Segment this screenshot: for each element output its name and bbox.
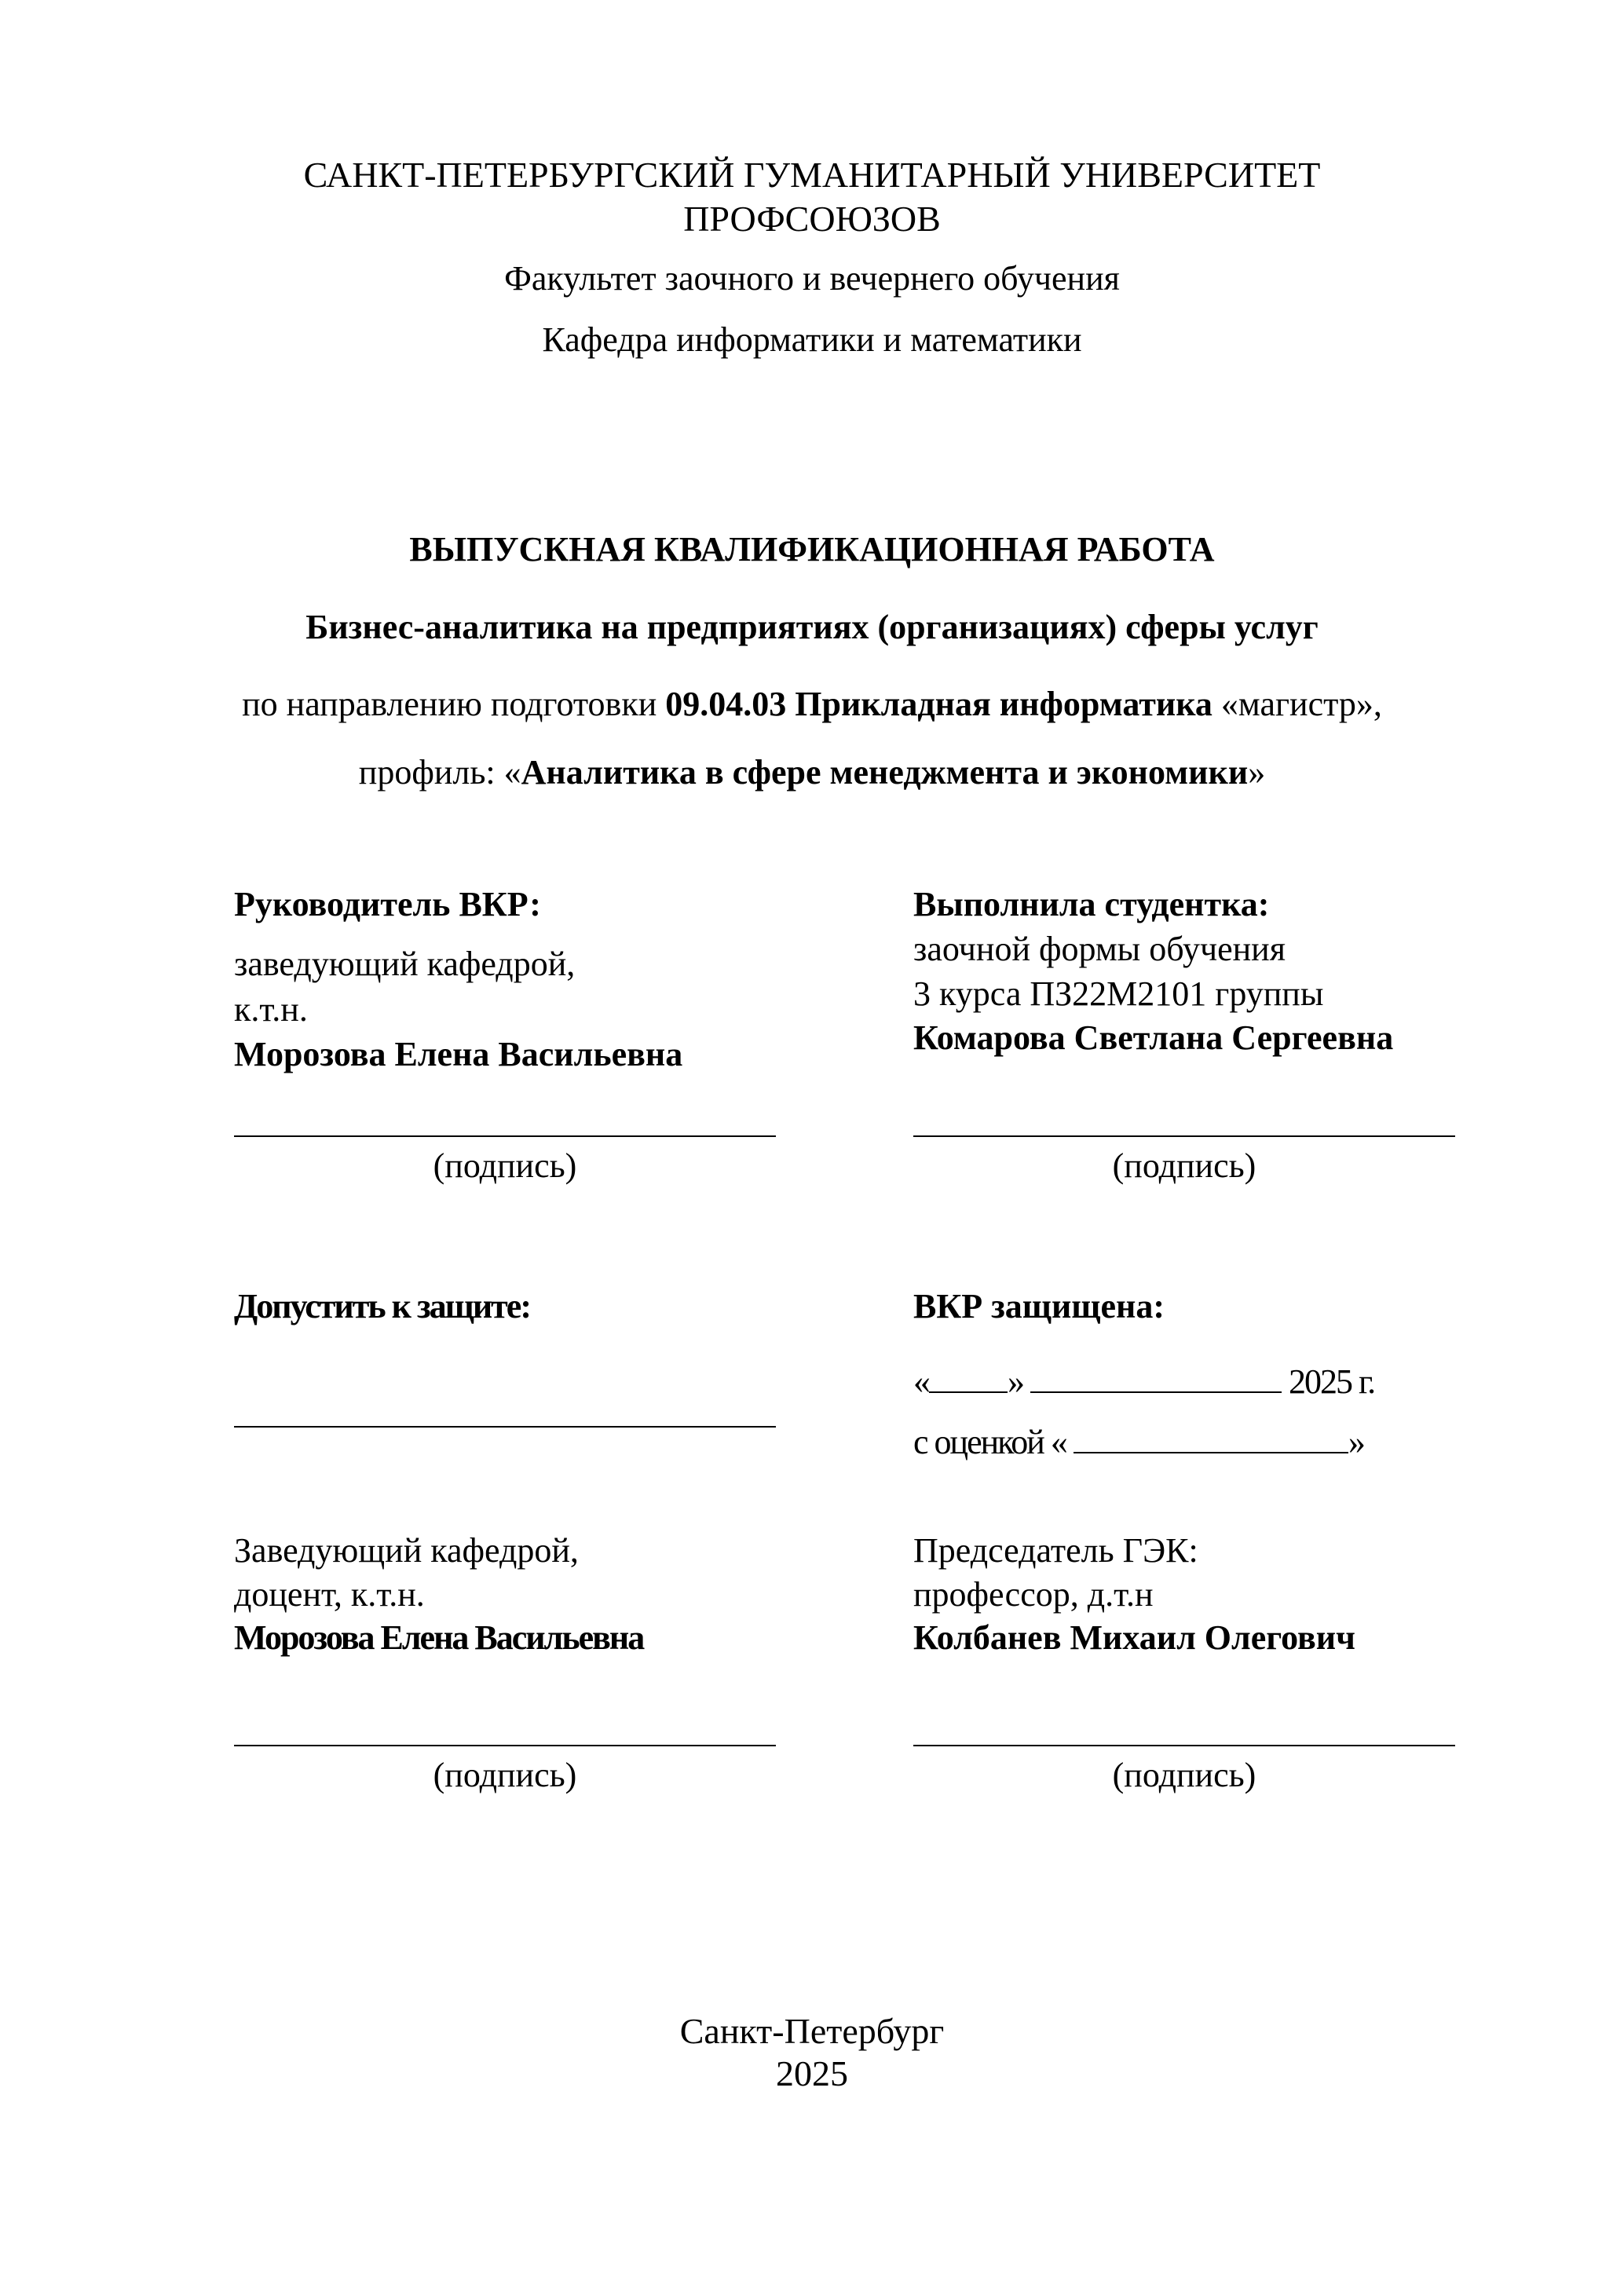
student-heading: Выполнила студентка: [913, 885, 1270, 923]
date-open-quote: « [913, 1362, 929, 1401]
supervisor-signature-caption: (подпись) [433, 1146, 577, 1185]
supervisor-signature-line [234, 1135, 776, 1137]
defense-heading: ВКР защищена: [913, 1287, 1165, 1325]
supervisor-name: Морозова Елена Васильевна [234, 1035, 683, 1073]
supervisor-degree: к.т.н. [234, 990, 308, 1029]
profile-name: Аналитика в сфере менеджмента и экономики [521, 753, 1249, 792]
university-name-line1: САНКТ-ПЕТЕРБУРГСКИЙ ГУМАНИТАРНЫЙ УНИВЕРСИТЕТ [303, 155, 1321, 195]
profile-suffix: » [1248, 753, 1266, 792]
student-signature-caption: (подпись) [1112, 1146, 1256, 1185]
thesis-topic: Бизнес-аналитика на предприятиях (организациях) сферы услуг [305, 608, 1319, 646]
student-study-form: заочной формы обучения [913, 930, 1286, 968]
head-name: Морозова Елена Васильевна [234, 1618, 644, 1657]
student-signature-line [913, 1135, 1455, 1137]
student-name: Комарова Светлана Сергеевна [913, 1018, 1394, 1057]
head-position: Заведующий кафедрой, [234, 1531, 579, 1570]
footer-year: 2025 [776, 2053, 848, 2093]
chair-position: Председатель ГЭК: [913, 1531, 1198, 1570]
direction-suffix: «магистр», [1212, 685, 1382, 723]
direction-code-name: 09.04.03 Прикладная информатика [665, 685, 1213, 723]
work-type-title: ВЫПУСКНАЯ КВАЛИФИКАЦИОННАЯ РАБОТА [409, 530, 1215, 569]
day-blank [929, 1363, 1008, 1393]
defense-date-line [913, 1360, 1374, 1404]
head-signature-line [234, 1745, 776, 1746]
department-name: Кафедра информатики и математики [542, 320, 1082, 359]
supervisor-position: заведующий кафедрой, [234, 945, 576, 983]
chair-name: Колбанев Михаил Олегович [913, 1618, 1355, 1657]
month-blank [1030, 1363, 1282, 1393]
admission-signature-line [234, 1426, 776, 1428]
direction-line [0, 682, 1624, 726]
profile-prefix: профиль: « [358, 753, 521, 792]
defense-grade-line [913, 1420, 1364, 1464]
grade-blank [1074, 1424, 1348, 1453]
chair-signature-line [913, 1745, 1455, 1746]
grade-suffix: » [1348, 1423, 1364, 1461]
head-signature-caption: (подпись) [433, 1756, 577, 1794]
supervisor-heading: Руководитель ВКР: [234, 885, 541, 923]
head-degree: доцент, к.т.н. [234, 1575, 425, 1614]
university-name-line2: ПРОФСОЮЗОВ [683, 199, 941, 239]
date-close-quote: » [1008, 1362, 1023, 1401]
student-group: 3 курса ПЗ22М2101 группы [913, 974, 1324, 1013]
chair-degree: профессор, д.т.н [913, 1575, 1154, 1614]
grade-prefix: с оценкой « [913, 1423, 1066, 1461]
footer-city: Санкт-Петербург [679, 2011, 945, 2051]
chair-signature-caption: (подпись) [1112, 1756, 1256, 1794]
defense-year: 2025 г. [1289, 1362, 1375, 1401]
profile-line [0, 751, 1624, 795]
faculty-name: Факультет заочного и вечернего обучения [504, 259, 1120, 298]
direction-prefix: по направлению подготовки [242, 685, 666, 723]
admission-heading: Допустить к защите: [234, 1287, 530, 1325]
